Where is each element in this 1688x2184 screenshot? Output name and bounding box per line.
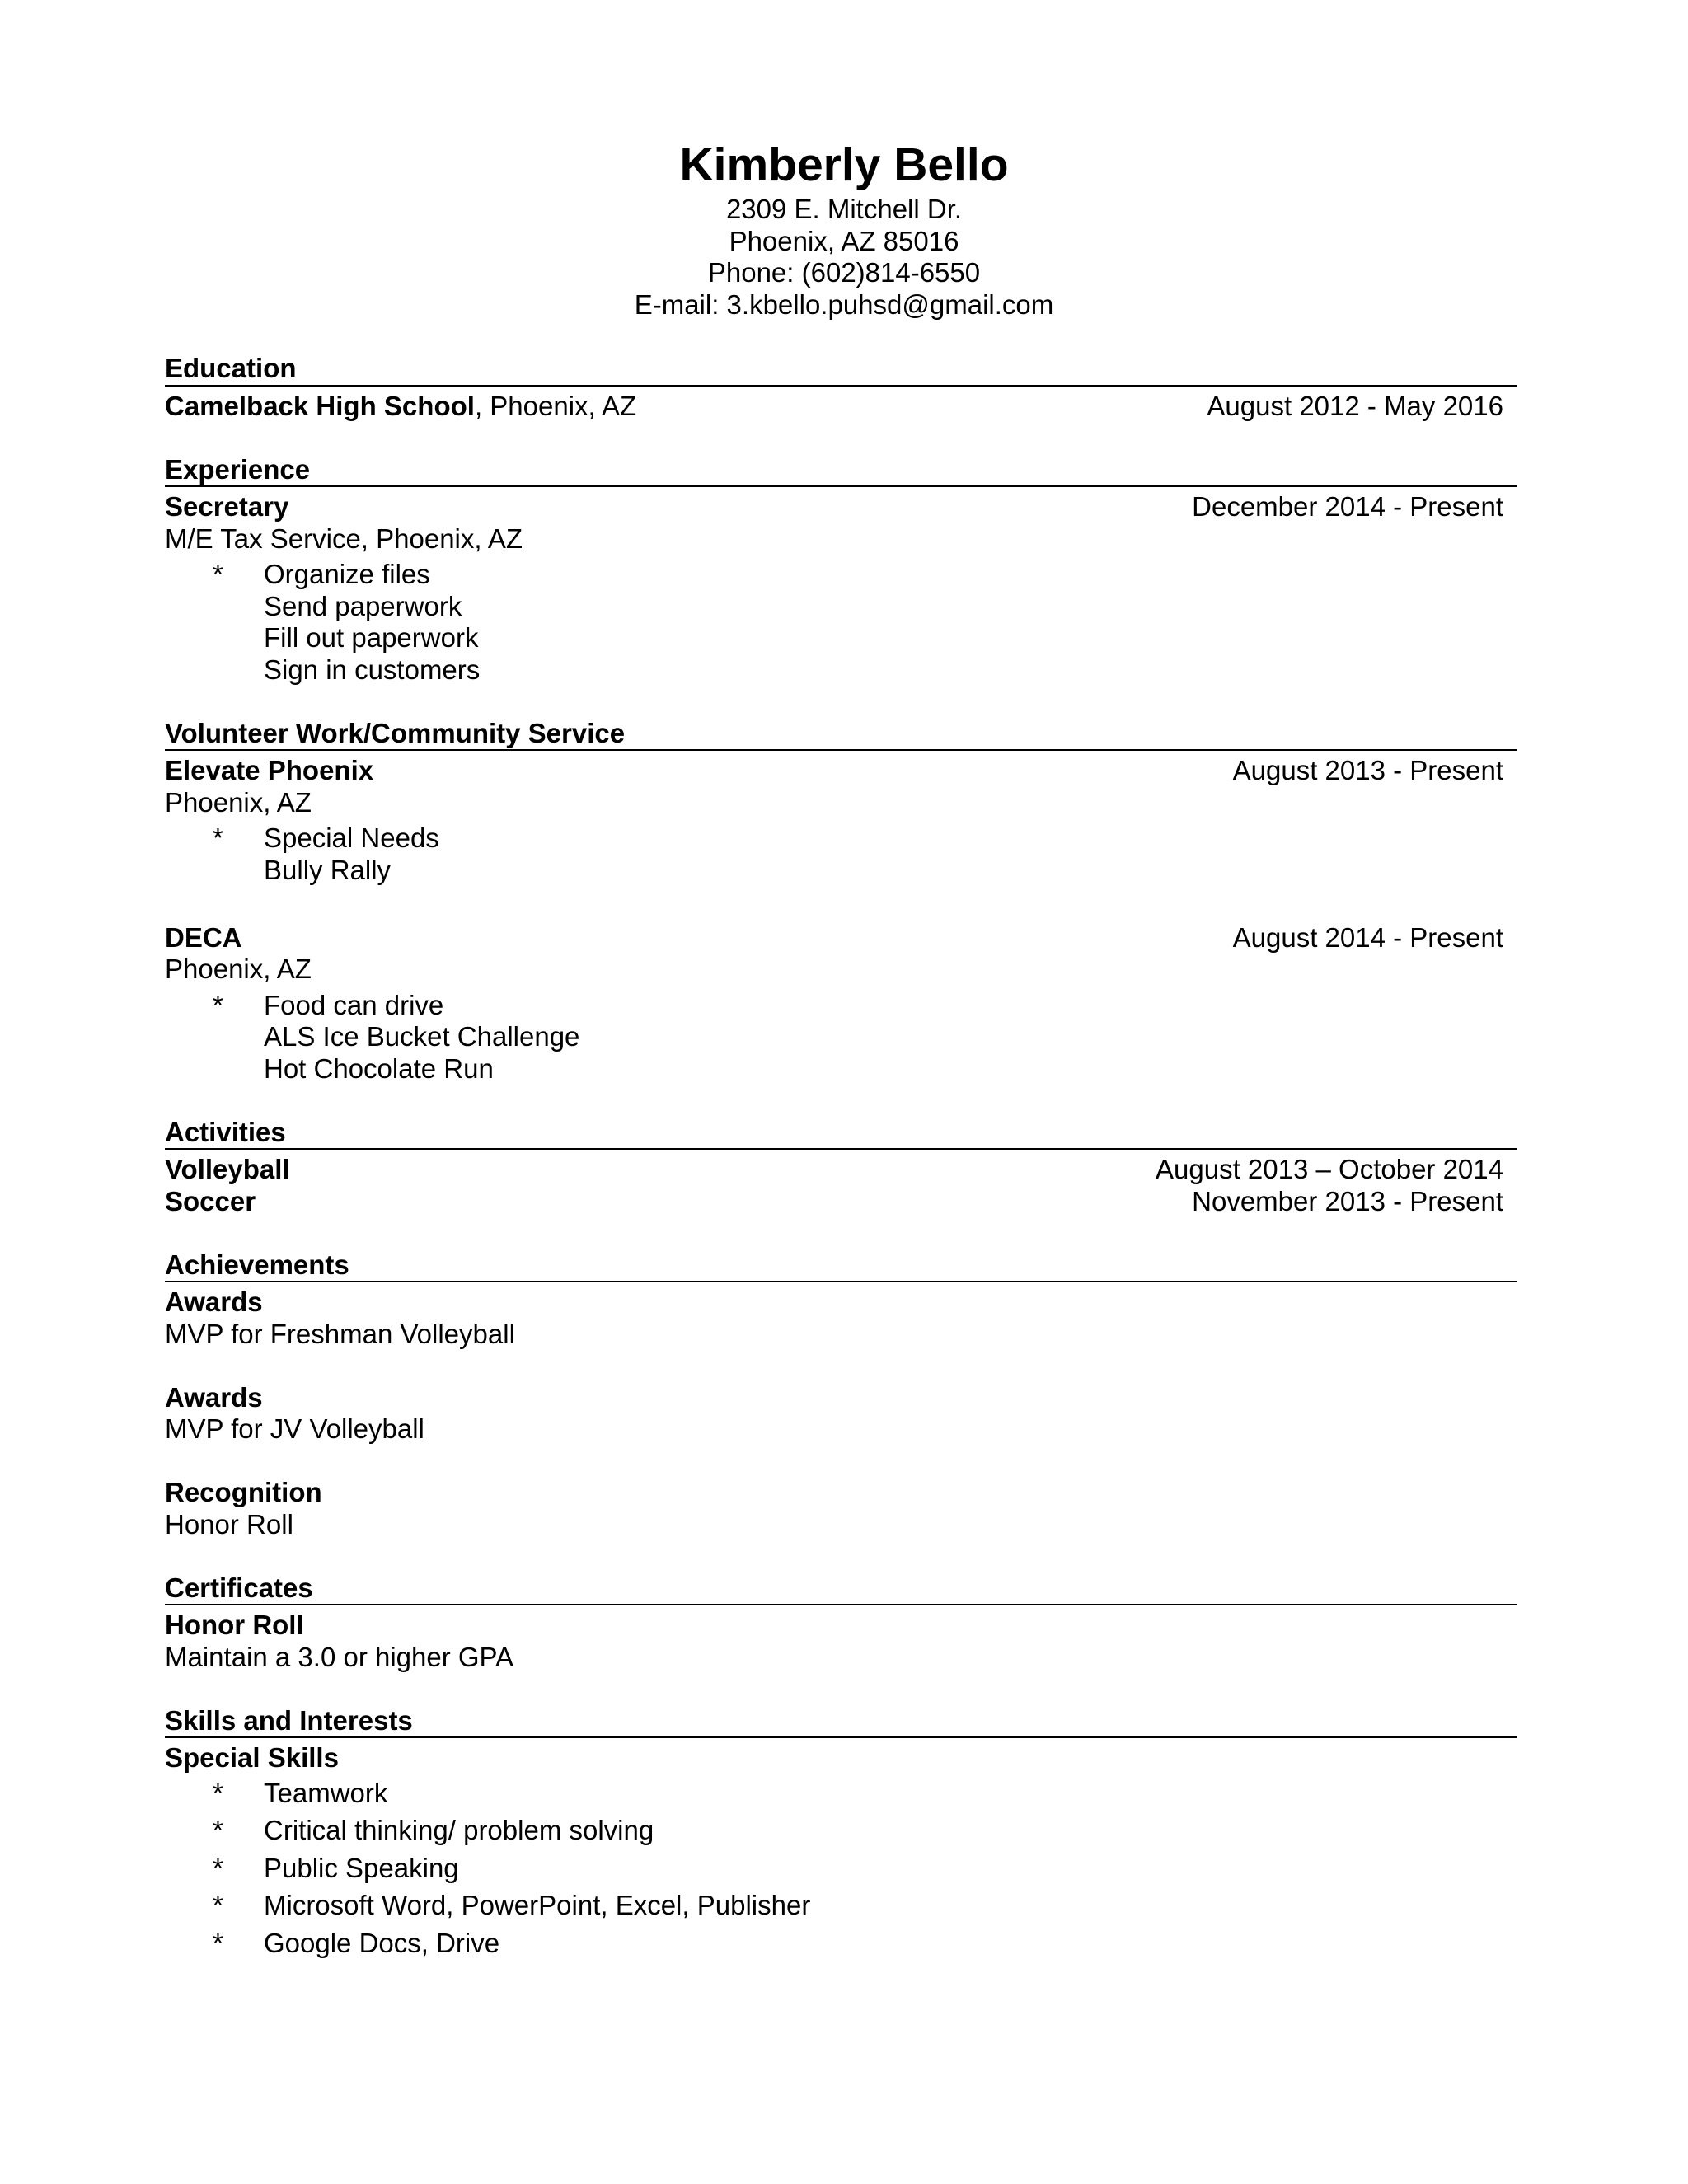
achievement-text: MVP for Freshman Volleyball xyxy=(165,1318,515,1349)
list-item: * Google Docs, Drive xyxy=(165,1924,1517,1962)
activity-name: Volleyball xyxy=(165,1154,290,1184)
volunteer-items xyxy=(165,990,1517,1085)
section-title-certificates: Certificates xyxy=(165,1572,1517,1606)
volunteer-entry xyxy=(165,755,1517,787)
achievement-text: MVP for JV Volleyball xyxy=(165,1413,424,1444)
achievement-label: Awards xyxy=(165,1381,263,1413)
education-school-line xyxy=(165,391,636,423)
list-item: Fill out paperwork xyxy=(264,622,479,653)
education-entry xyxy=(165,391,1517,423)
list-item: Hot Chocolate Run xyxy=(264,1052,494,1084)
section-title-achievements: Achievements xyxy=(165,1249,1517,1283)
list-item: * Critical thinking/ problem solving xyxy=(165,1811,1517,1849)
achievement-label: Recognition xyxy=(165,1477,322,1507)
job-title: Secretary xyxy=(165,491,289,522)
bullet-asterisk-icon: * xyxy=(213,1852,223,1883)
phone: Phone: (602)814-6550 xyxy=(707,257,981,288)
bullet-asterisk-icon: * xyxy=(213,1927,223,1958)
email: E-mail: 3.kbello.puhsd@gmail.com xyxy=(634,288,1054,320)
list-item: Sign in customers xyxy=(264,654,481,685)
skills-subtitle: Special Skills xyxy=(165,1742,339,1773)
volunteer-dates: August 2014 - Present xyxy=(1232,921,1503,953)
candidate-name: Kimberly Bello xyxy=(679,138,1009,191)
section-title-experience: Experience xyxy=(165,454,1517,488)
list-item: * Special Needs xyxy=(165,823,1517,855)
volunteer-org: Elevate Phoenix xyxy=(165,755,374,785)
volunteer-location: Phoenix, AZ xyxy=(165,954,312,984)
achievement-text: Honor Roll xyxy=(165,1508,293,1540)
activity-dates: August 2013 – October 2014 xyxy=(1156,1154,1503,1184)
section-title-education: Education xyxy=(165,353,1517,387)
volunteer-entry xyxy=(165,922,1517,954)
bullet-asterisk-icon: * xyxy=(213,823,223,853)
certificate-text: Maintain a 3.0 or higher GPA xyxy=(165,1641,514,1672)
achievement-label: Awards xyxy=(165,1286,263,1317)
list-item: * Public Speaking xyxy=(165,1849,1517,1887)
list-item: * Organize files xyxy=(165,559,1517,591)
volunteer-org: DECA xyxy=(165,921,242,953)
list-item: Bully Rally xyxy=(264,854,392,885)
volunteer-dates: August 2013 - Present xyxy=(1232,755,1503,785)
activity-dates: November 2013 - Present xyxy=(1192,1185,1503,1216)
skills-list xyxy=(165,1774,1517,1962)
list-item: ALS Ice Bucket Challenge xyxy=(264,1021,580,1052)
list-item: * Food can drive xyxy=(165,990,1517,1022)
experience-entry xyxy=(165,491,1517,523)
list-item: * Microsoft Word, PowerPoint, Excel, Publisher xyxy=(165,1886,1517,1924)
bullet-asterisk-icon: * xyxy=(213,1890,223,1920)
certificate-name: Honor Roll xyxy=(165,1610,304,1640)
school-location: , Phoenix, AZ xyxy=(474,390,637,421)
list-item: Send paperwork xyxy=(264,590,462,621)
section-title-volunteer: Volunteer Work/Community Service xyxy=(165,718,1517,752)
activity-entry xyxy=(165,1154,1517,1186)
job-company: M/E Tax Service, Phoenix, AZ xyxy=(165,523,523,554)
job-duties xyxy=(165,559,1517,686)
volunteer-location: Phoenix, AZ xyxy=(165,786,312,818)
list-item: * Teamwork xyxy=(165,1774,1517,1812)
job-dates: December 2014 - Present xyxy=(1192,491,1503,522)
bullet-asterisk-icon: * xyxy=(213,989,223,1020)
bullet-asterisk-icon: * xyxy=(213,559,223,589)
section-title-skills: Skills and Interests xyxy=(165,1705,1517,1739)
address-line-2: Phoenix, AZ 85016 xyxy=(729,225,959,256)
school-name: Camelback High School xyxy=(165,390,475,421)
activity-entry xyxy=(165,1186,1517,1218)
bullet-asterisk-icon: * xyxy=(213,1777,223,1808)
resume-body xyxy=(165,353,1517,1961)
volunteer-items xyxy=(165,823,1517,886)
education-dates: August 2012 - May 2016 xyxy=(1207,390,1503,421)
address-line-1: 2309 E. Mitchell Dr. xyxy=(725,194,963,224)
activity-name: Soccer xyxy=(165,1185,256,1216)
section-title-activities: Activities xyxy=(165,1117,1517,1151)
bullet-asterisk-icon: * xyxy=(213,1815,223,1845)
resume-header xyxy=(0,136,1688,321)
